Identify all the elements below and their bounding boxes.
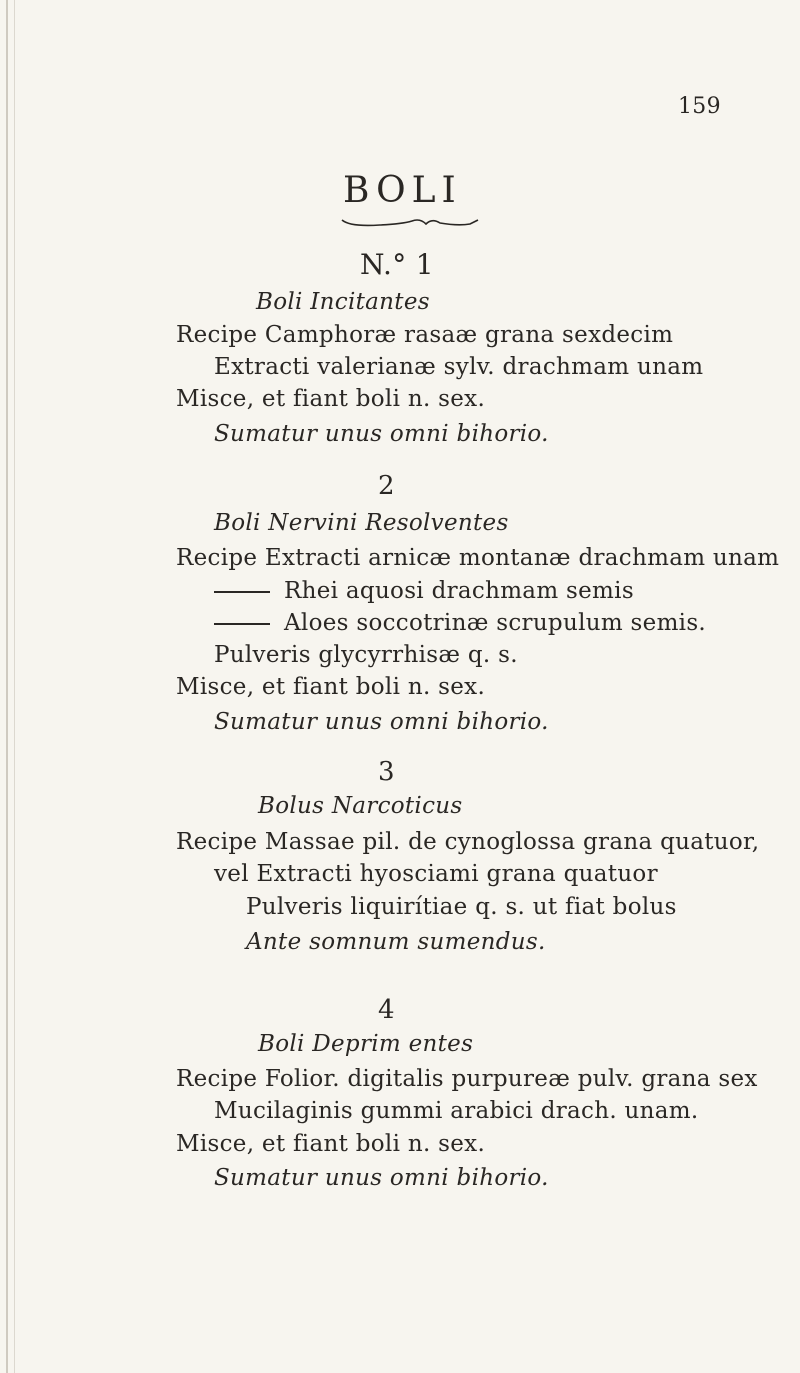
recipe-line: Pulveris liquirítiae q. s. ut fiat bolus bbox=[246, 894, 677, 920]
ditto-dash bbox=[214, 623, 270, 625]
binding-edge bbox=[6, 0, 8, 1373]
page-number: 159 bbox=[678, 94, 721, 119]
recipe-line-text: Rhei aquosi drachmam semis bbox=[284, 578, 634, 604]
ditto-dash bbox=[214, 591, 270, 593]
recipe-line: Misce, et fiant boli n. sex. bbox=[176, 386, 486, 412]
section-heading-1: Boli Incitantes bbox=[256, 289, 430, 315]
recipe-line: Recipe Massae pil. de cynoglossa grana quatuor, bbox=[176, 829, 760, 855]
binding-edge-inner bbox=[14, 0, 15, 1373]
section-number-2: 2 bbox=[378, 471, 395, 501]
recipe-line-dashed bbox=[214, 610, 706, 636]
recipe-line: Extracti valerianæ sylv. drachmam unam bbox=[214, 354, 704, 380]
recipe-line-text: Aloes soccotrinæ scrupulum semis. bbox=[284, 610, 707, 636]
section-number-1: N.° 1 bbox=[360, 248, 434, 281]
section-number-4: 4 bbox=[378, 995, 395, 1025]
recipe-line: Misce, et fiant boli n. sex. bbox=[176, 674, 486, 700]
section-heading-4: Boli Deprim entes bbox=[258, 1031, 474, 1057]
section-number-3: 3 bbox=[378, 757, 395, 787]
recipe-line: Recipe Extracti arnicæ montanæ drachmam unam bbox=[176, 545, 780, 571]
section-direction-3: Ante somnum sumendus. bbox=[246, 929, 546, 955]
section-direction-4: Sumatur unus omni bihorio. bbox=[214, 1165, 549, 1191]
recipe-line: Mucilaginis gummi arabici drach. unam. bbox=[214, 1098, 699, 1124]
title-flourish bbox=[340, 216, 480, 230]
recipe-line: Recipe Camphoræ rasaæ grana sexdecim bbox=[176, 322, 674, 348]
section-heading-2: Boli Nervini Resolventes bbox=[214, 510, 509, 536]
recipe-line: Misce, et fiant boli n. sex. bbox=[176, 1131, 486, 1157]
section-heading-3: Bolus Narcoticus bbox=[258, 793, 463, 819]
recipe-line: Recipe Folior. digitalis purpureæ pulv. grana sex bbox=[176, 1066, 758, 1092]
recipe-line: vel Extracti hyosciami grana quatuor bbox=[214, 861, 658, 887]
recipe-line-dashed bbox=[214, 578, 634, 604]
recipe-line: Pulveris glycyrrhisæ q. s. bbox=[214, 642, 518, 668]
section-direction-2: Sumatur unus omni bihorio. bbox=[214, 709, 549, 735]
section-direction-1: Sumatur unus omni bihorio. bbox=[214, 421, 549, 447]
page-title: BOLI bbox=[343, 170, 462, 211]
